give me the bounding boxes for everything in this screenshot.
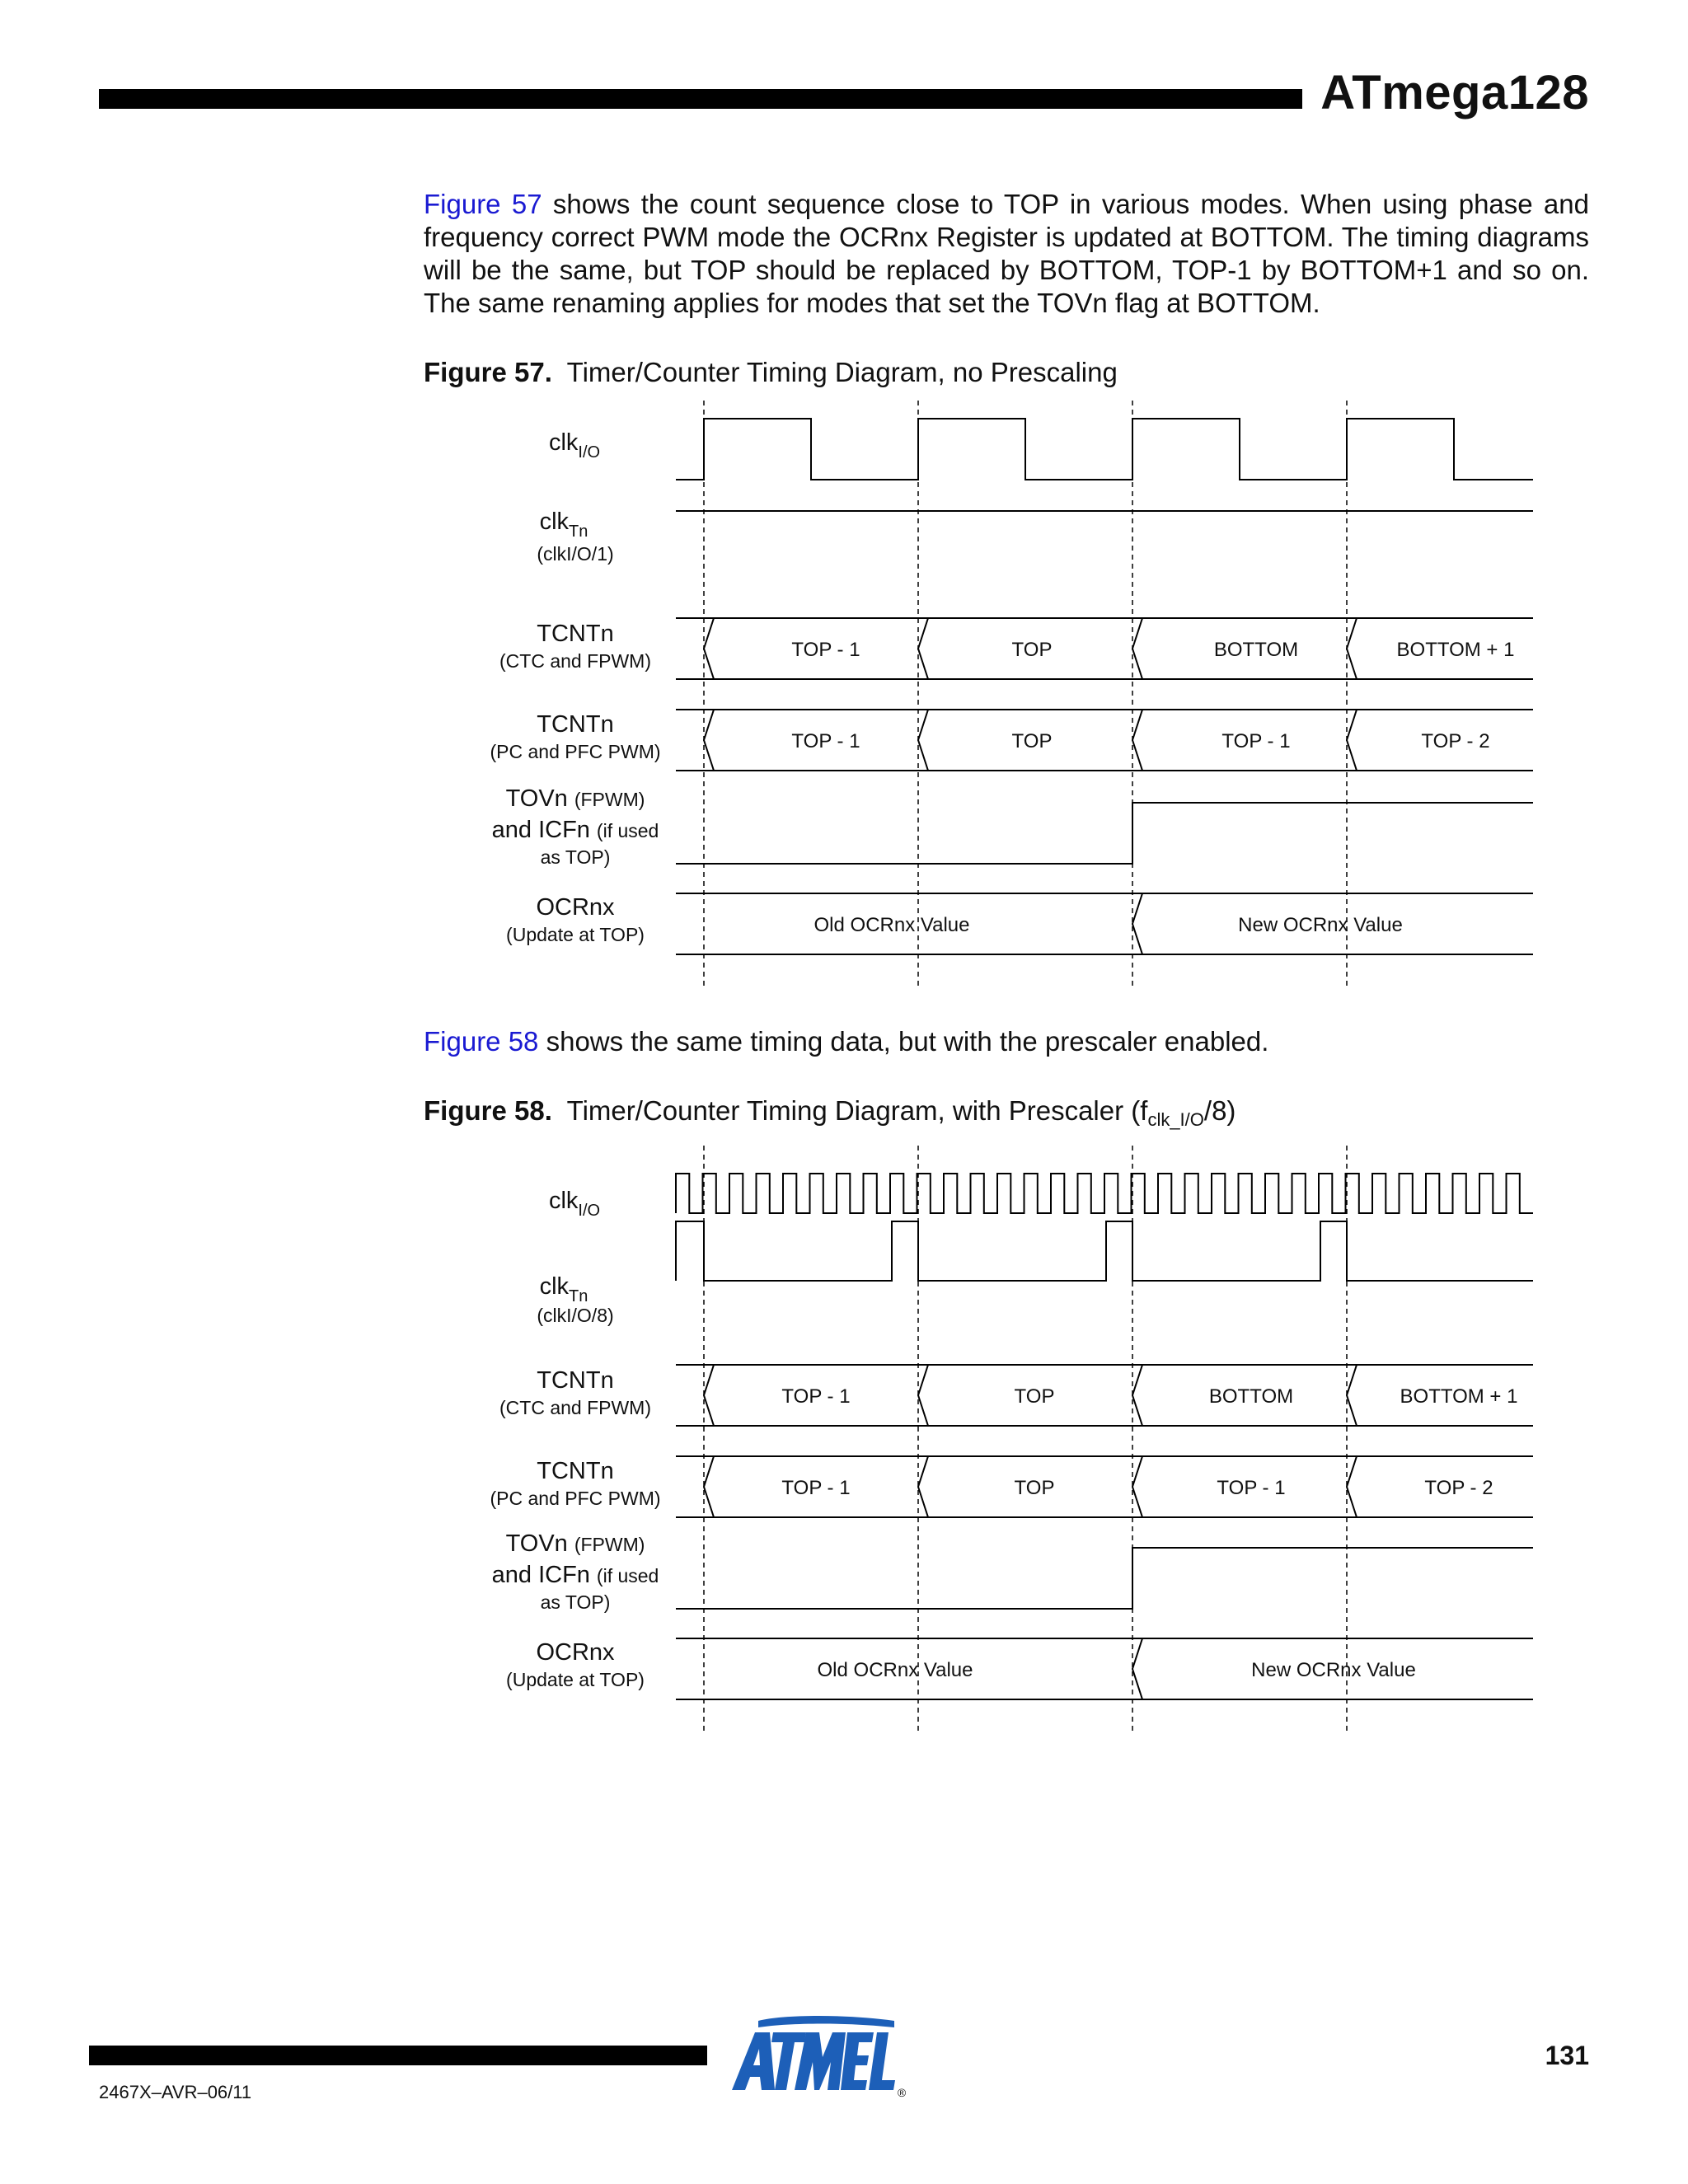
figure-58-title: Timer/Counter Timing Diagram, with Prescaler $(f_{clk\_I/O}/8)$ [566, 1095, 1236, 1130]
tcnt-pc-value-4: TOP - 2 [1421, 730, 1490, 752]
clkio-waveform [676, 1174, 1533, 1213]
ocr-old-value: Old OCRnx Value [817, 1659, 973, 1681]
tcnt-pc-value-1: TOP - 1 [781, 1477, 851, 1499]
figure-58-label: Figure 58. [424, 1095, 552, 1126]
tov-label-line3: as TOP) [540, 846, 611, 868]
tcnt-pc-value-3: TOP - 1 [1217, 1477, 1286, 1499]
mid-paragraph [424, 1025, 1589, 1058]
tcnt-pc-sub: (PC and PFC PWM) [490, 741, 661, 762]
figure-57-caption [424, 356, 1118, 389]
tov-label-line2: and ICFn (if used [491, 1562, 659, 1588]
tcnt-pc-sub: (PC and PFC PWM) [490, 1488, 661, 1509]
time-guides [704, 1146, 1347, 1731]
tcnt-ctc-value-1: TOP - 1 [781, 1385, 851, 1408]
tov-label-line3: as TOP) [540, 1591, 611, 1613]
intro-text: shows the count sequence close to TOP in various modes. When using phase and frequency correct PWM mode the OCRnx Register is updated at BOTTOM. The timing diagrams will be the same, but TOP should be replaced by BOTTOM, TOP-1 by BOTTOM+1 and so on. The same renaming applies for modes that set the TOVn flag at BOTTOM. [424, 189, 1589, 318]
header-rule [99, 89, 1302, 109]
tcnt-ctc-label: TCNTn [537, 1367, 614, 1394]
tcnt-pc-value-4: TOP - 2 [1424, 1477, 1493, 1499]
ocr-sub: (Update at TOP) [506, 924, 645, 945]
clktn-sub-label: (clkI/O/1) [537, 543, 614, 565]
tov-label-line2: and ICFn (if used [491, 817, 659, 843]
time-guides [704, 401, 1347, 986]
ocr-bus [676, 893, 1533, 954]
svg-text:®: ® [897, 2086, 907, 2098]
intro-paragraph [424, 188, 1589, 320]
ocr-label: OCRnx [536, 894, 615, 921]
figure-57-timing-diagram [462, 401, 1533, 986]
tov-waveform [676, 803, 1533, 864]
figure-57-link[interactable]: Figure 57 [424, 189, 542, 219]
tcnt-pc-value-2: TOP [1014, 1477, 1055, 1499]
page-number: 131 [1545, 2041, 1589, 2070]
tcnt-ctc-value-3: BOTTOM [1208, 1385, 1294, 1408]
figure-57-title: Timer/Counter Timing Diagram, no Prescaling [566, 357, 1118, 387]
clkio-waveform [676, 419, 1533, 480]
ocr-new-value: New OCRnx Value [1238, 914, 1403, 936]
figure-58-timing-diagram [462, 1146, 1533, 1731]
atmel-logo [725, 2016, 907, 2098]
tcnt-ctc-value-2: TOP [1011, 639, 1053, 661]
tcnt-ctc-value-4: BOTTOM + 1 [1396, 639, 1515, 661]
tcnt-pc-label: TCNTn [537, 711, 614, 738]
clktn-label: clk$_{Tn}$ [539, 1273, 588, 1305]
tcnt-ctc-sub: (CTC and FPWM) [499, 1397, 651, 1418]
tcnt-ctc-label: TCNTn [537, 621, 614, 647]
tcnt-ctc-value-3: BOTTOM [1213, 639, 1299, 661]
document-code: 2467X–AVR–06/11 [99, 2082, 252, 2102]
tcnt-ctc-value-4: BOTTOM + 1 [1400, 1385, 1518, 1408]
tov-label: TOVn (FPWM) [505, 785, 645, 812]
ocr-label: OCRnx [536, 1639, 615, 1666]
clktn-waveform [676, 1221, 1533, 1281]
mid-text: shows the same timing data, but with the prescaler enabled. [538, 1026, 1269, 1057]
tcnt-pc-value-2: TOP [1011, 730, 1053, 752]
tcnt-ctc-value-2: TOP [1014, 1385, 1055, 1408]
clkio-label: clk$_{I/O}$ [548, 1188, 601, 1220]
tcnt-pc-label: TCNTn [537, 1458, 614, 1484]
tcnt-pc-value-3: TOP - 1 [1221, 730, 1291, 752]
figure-58-caption [424, 1094, 1236, 1137]
page-title: ATmega128 [1320, 66, 1589, 120]
tcnt-pc-value-1: TOP - 1 [791, 730, 860, 752]
clktn-sub-label: (clkI/O/8) [537, 1305, 614, 1326]
ocr-sub: (Update at TOP) [506, 1669, 645, 1690]
tov-waveform [676, 1548, 1533, 1609]
tcnt-ctc-value-1: TOP - 1 [791, 639, 860, 661]
footer-rule [89, 2046, 707, 2065]
tcnt-ctc-sub: (CTC and FPWM) [499, 650, 651, 672]
tov-label: TOVn (FPWM) [505, 1530, 645, 1557]
figure-58-link[interactable]: Figure 58 [424, 1026, 539, 1057]
ocr-new-value: New OCRnx Value [1251, 1659, 1416, 1681]
clktn-label: clk$_{Tn}$ [539, 509, 588, 541]
clkio-label: clk$_{I/O}$ [548, 429, 601, 462]
figure-57-label: Figure 57. [424, 357, 552, 387]
ocr-old-value: Old OCRnx Value [814, 914, 970, 936]
